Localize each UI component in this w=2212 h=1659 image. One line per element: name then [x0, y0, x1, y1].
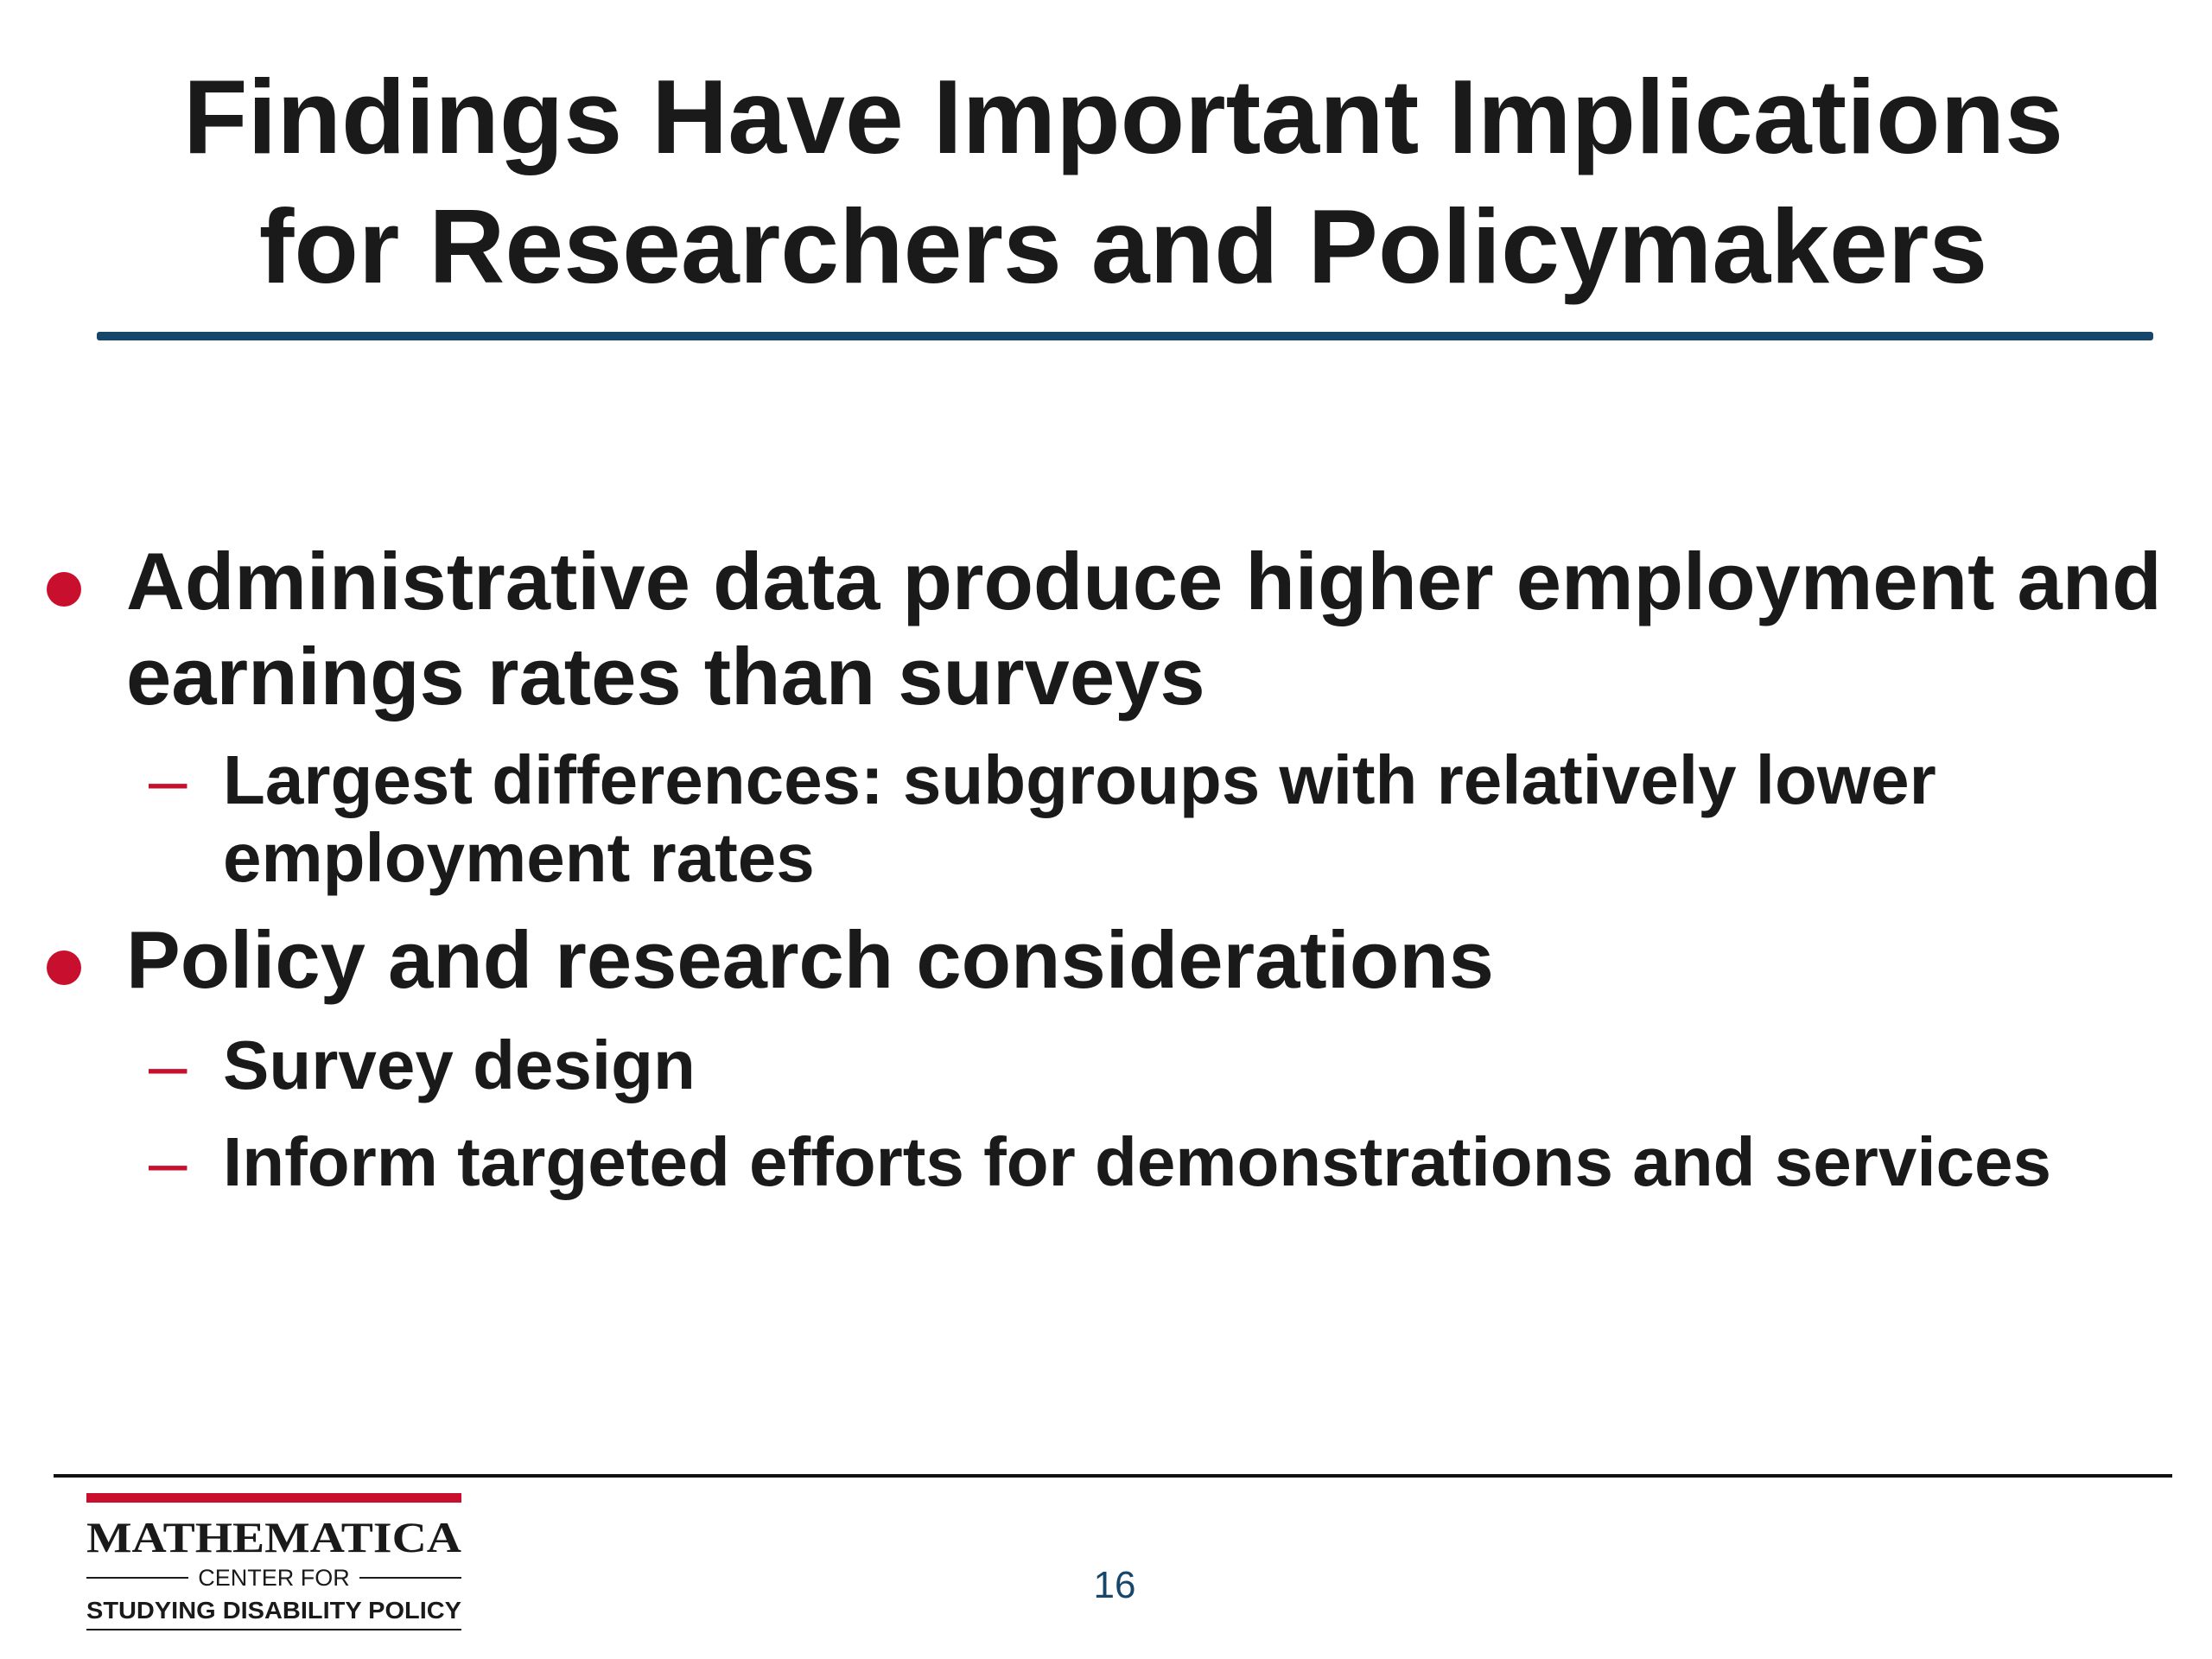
sub-item-inform-targeted-efforts: [43, 1123, 2195, 1201]
page-number: 16: [1093, 1564, 1136, 1606]
bullet-text: Policy and research considerations: [126, 914, 1494, 1005]
dash-icon: –: [149, 741, 188, 818]
dash-icon: –: [149, 1027, 188, 1103]
logo-red-bar: [86, 1493, 461, 1503]
footer-divider: [54, 1474, 2172, 1478]
logo-name: MATHEMATICA: [86, 1513, 461, 1561]
sub-item-text: Survey design: [223, 1027, 696, 1103]
logo-studying-disability-policy: STUDYING DISABILITY POLICY: [86, 1597, 461, 1624]
sub-item-text: Inform targeted efforts for demonstrations and services: [223, 1123, 2052, 1200]
slide-body: [43, 534, 2195, 1201]
bullet-item-administrative-data: [43, 534, 2195, 724]
dash-icon: –: [149, 1123, 188, 1200]
title-divider: [97, 332, 2153, 340]
bullet-dot-icon: [47, 572, 81, 607]
slide-title-line-1: Findings Have Important Implications: [183, 58, 2063, 175]
bullet-dot-icon: [47, 950, 81, 985]
slide-title: [69, 52, 2177, 311]
bullet-item-policy-research: [43, 912, 2195, 1007]
slide-title-line-2: for Researchers and Policymakers: [258, 188, 1988, 305]
mathematica-logo: [86, 1493, 461, 1631]
bullet-text: Administrative data produce higher employment and earnings rates than surveys: [126, 536, 2162, 721]
sub-item-text: Largest differences: subgroups with relatively lower employment rates: [223, 741, 1936, 896]
sub-item-survey-design: [43, 1027, 2195, 1104]
logo-center-for: CENTER FOR: [198, 1565, 350, 1591]
sub-item-largest-differences: [43, 741, 2195, 897]
